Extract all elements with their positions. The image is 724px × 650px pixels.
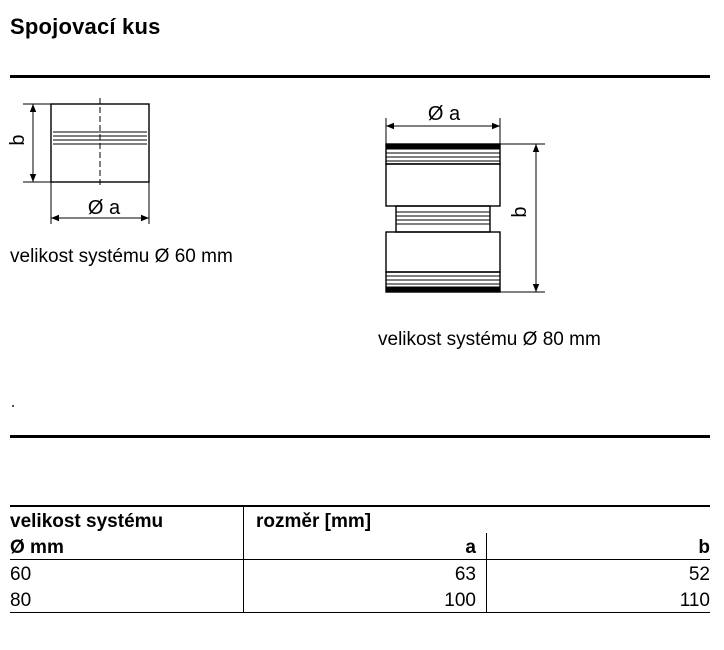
figure1-label-b: b: [7, 134, 29, 146]
cell-a: 100: [244, 586, 487, 613]
header-system-size: velikost systému: [10, 506, 244, 533]
table-row: [10, 560, 710, 587]
figure2-label-a: Ø a: [427, 103, 461, 125]
figure2-caption: velikost systému Ø 80 mm: [378, 329, 601, 350]
coupler-80-drawing: [386, 118, 545, 292]
cell-a: 63: [244, 560, 487, 587]
middle-divider: [10, 435, 710, 438]
table-header-row: [10, 506, 710, 533]
figure2-label-b: b: [509, 206, 531, 218]
page-title: Spojovací kus: [10, 14, 161, 39]
cell-size: 60: [10, 564, 32, 585]
cell-b: 110: [487, 586, 711, 613]
figure1-label-a: Ø a: [87, 197, 121, 219]
cell-size: 80: [10, 586, 244, 613]
table-subheader-row: [10, 533, 710, 560]
header-dimension: rozměr [mm]: [244, 506, 711, 533]
table-row: [10, 586, 710, 613]
figure1-caption: velikost systému Ø 60 mm: [10, 246, 233, 267]
header-b: b: [487, 533, 711, 560]
header-a: a: [244, 533, 487, 560]
coupler-60-drawing: [23, 98, 149, 224]
dimension-table: [10, 505, 710, 613]
cell-b: 52: [688, 564, 710, 585]
stray-mark: [12, 405, 14, 407]
header-diameter-unit: Ø mm: [10, 533, 244, 560]
